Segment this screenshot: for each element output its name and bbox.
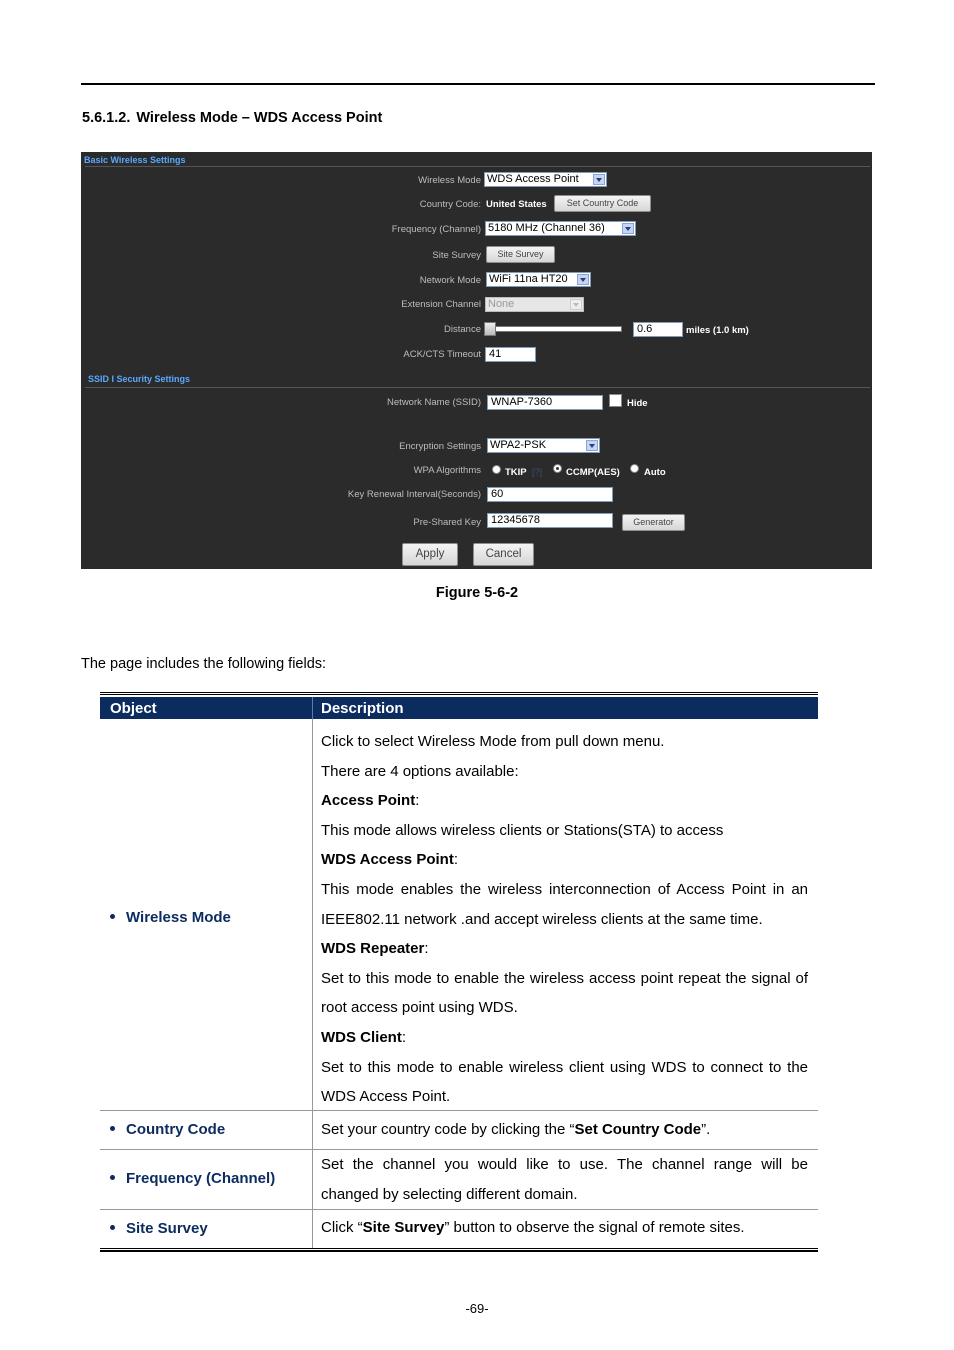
header-divider bbox=[312, 697, 313, 719]
desc-line: Set the channel you would like to use. The channel range will be changed by selecting different domain. bbox=[321, 1156, 808, 1203]
object-label: Frequency (Channel) bbox=[126, 1170, 276, 1187]
header-description: Description bbox=[321, 700, 404, 717]
auto-radio[interactable] bbox=[630, 464, 639, 473]
row-object-wireless-mode bbox=[110, 909, 231, 926]
psk-input[interactable]: 12345678 bbox=[487, 513, 613, 528]
desc-line bbox=[321, 845, 808, 875]
row-description-wireless-mode bbox=[321, 727, 808, 1112]
encryption-select[interactable] bbox=[487, 438, 600, 453]
distance-label: Distance bbox=[444, 324, 481, 335]
network-mode-value: WiFi 11na HT20 bbox=[489, 273, 568, 285]
section-divider bbox=[85, 166, 870, 167]
table-bottom-rule bbox=[100, 1248, 818, 1252]
row-object-site-survey bbox=[110, 1220, 208, 1237]
row-description-country-code bbox=[321, 1115, 808, 1145]
wireless-mode-label: Wireless Mode bbox=[418, 175, 481, 186]
figure-caption: Figure 5-6-2 bbox=[435, 585, 519, 601]
ack-timeout-input[interactable]: 41 bbox=[485, 347, 536, 362]
ssid-label: Network Name (SSID) bbox=[387, 397, 481, 408]
column-divider bbox=[312, 719, 313, 1249]
distance-slider-thumb[interactable] bbox=[484, 322, 496, 336]
row-divider bbox=[100, 1110, 818, 1111]
desc-bold: Site Survey bbox=[362, 1219, 445, 1236]
chevron-down-icon bbox=[622, 223, 634, 234]
ccmp-radio[interactable] bbox=[553, 464, 562, 473]
chevron-down-icon bbox=[593, 174, 605, 185]
distance-unit: miles (1.0 km) bbox=[686, 325, 749, 336]
tkip-radio[interactable] bbox=[492, 465, 501, 474]
header-object: Object bbox=[110, 700, 157, 717]
desc-text: Set your country code by clicking the “ bbox=[321, 1121, 575, 1138]
section-number: 5.6.1.2. bbox=[82, 110, 131, 126]
apply-button[interactable]: Apply bbox=[402, 543, 458, 566]
extension-channel-value: None bbox=[488, 298, 515, 310]
desc-text: Set to this mode to enable wireless client using WDS to connect to the WDS Access Point. bbox=[321, 1058, 808, 1106]
basic-settings-title: Basic Wireless Settings bbox=[84, 155, 186, 165]
desc-bold: Set Country Code bbox=[574, 1121, 702, 1138]
key-renewal-input[interactable]: 60 bbox=[487, 487, 613, 502]
hide-label: Hide bbox=[627, 398, 648, 409]
hide-ssid-checkbox[interactable] bbox=[609, 394, 622, 407]
desc-text: This mode enables the wireless interconnection of Access Point in an IEEE802.11 network .and accept wireless clients at the same time. bbox=[321, 880, 808, 928]
network-mode-select[interactable] bbox=[486, 272, 591, 287]
cancel-button[interactable]: Cancel bbox=[473, 543, 534, 566]
desc-line bbox=[321, 727, 808, 757]
desc-line bbox=[321, 1213, 808, 1243]
table-header bbox=[100, 697, 818, 719]
section-heading bbox=[82, 110, 382, 126]
object-label: Country Code bbox=[126, 1121, 226, 1138]
desc-line bbox=[321, 786, 808, 816]
set-country-code-button[interactable]: Set Country Code bbox=[554, 195, 651, 212]
auto-label: Auto bbox=[644, 467, 666, 478]
desc-text: : bbox=[424, 940, 429, 958]
distance-slider-track[interactable] bbox=[484, 326, 622, 332]
desc-text: Set to this mode to enable the wireless access point repeat the signal of root access point using WDS. bbox=[321, 969, 808, 1017]
generator-button[interactable]: Generator bbox=[622, 514, 685, 531]
desc-text: This mode allows wireless clients or Stations(STA) to access bbox=[321, 821, 724, 839]
wireless-mode-select[interactable] bbox=[484, 172, 607, 187]
distance-input[interactable]: 0.6 bbox=[633, 322, 683, 337]
row-divider bbox=[100, 1209, 818, 1210]
bullet-icon bbox=[110, 1126, 115, 1131]
help-icon[interactable]: [?] bbox=[532, 467, 543, 477]
ssid-input[interactable]: WNAP-7360 bbox=[487, 395, 603, 410]
desc-line bbox=[321, 934, 808, 964]
frequency-value: 5180 MHz (Channel 36) bbox=[488, 222, 605, 234]
desc-line bbox=[321, 757, 808, 787]
ack-timeout-label: ACK/CTS Timeout bbox=[403, 349, 481, 360]
desc-text: : bbox=[415, 792, 420, 810]
chevron-down-icon bbox=[577, 274, 589, 285]
row-object-frequency bbox=[110, 1170, 275, 1187]
object-label: Site Survey bbox=[126, 1220, 208, 1237]
desc-text: : bbox=[401, 1028, 407, 1046]
psk-label: Pre-Shared Key bbox=[413, 517, 481, 528]
table-top-rule bbox=[100, 692, 818, 695]
desc-text: Click to select Wireless Mode from pull down menu. bbox=[321, 733, 665, 750]
country-code-label: Country Code: bbox=[419, 199, 481, 210]
desc-line bbox=[321, 875, 808, 934]
row-object-country-code bbox=[110, 1121, 225, 1138]
desc-line bbox=[321, 1115, 808, 1145]
desc-text: : bbox=[453, 851, 458, 869]
key-renewal-label: Key Renewal Interval(Seconds) bbox=[347, 489, 481, 500]
desc-bold: WDS Access Point bbox=[321, 851, 454, 869]
site-survey-label: Site Survey bbox=[432, 250, 481, 261]
ccmp-label: CCMP(AES) bbox=[566, 467, 620, 478]
chevron-down-icon bbox=[586, 440, 598, 451]
tkip-label: TKIP bbox=[505, 467, 527, 478]
wireless-settings-screenshot bbox=[81, 152, 872, 569]
top-rule bbox=[81, 83, 875, 85]
frequency-label: Frequency (Channel) bbox=[391, 224, 481, 235]
desc-line bbox=[321, 1023, 808, 1053]
desc-line bbox=[321, 1053, 808, 1112]
bullet-icon bbox=[110, 914, 115, 919]
desc-text: ”. bbox=[701, 1121, 711, 1138]
desc-bold: WDS Client bbox=[321, 1028, 402, 1046]
bullet-icon bbox=[110, 1225, 115, 1230]
desc-line bbox=[321, 964, 808, 1023]
extension-channel-label: Extension Channel bbox=[401, 299, 481, 310]
bullet-icon bbox=[110, 1175, 115, 1180]
frequency-select[interactable] bbox=[485, 221, 636, 236]
row-description-site-survey bbox=[321, 1213, 808, 1243]
section-divider bbox=[85, 387, 870, 388]
site-survey-button[interactable]: Site Survey bbox=[486, 246, 555, 263]
extension-channel-select[interactable] bbox=[485, 297, 584, 312]
chevron-down-icon bbox=[570, 299, 582, 310]
desc-line bbox=[321, 816, 808, 846]
country-value: United States bbox=[486, 199, 547, 210]
desc-bold: WDS Repeater bbox=[321, 940, 425, 958]
ssid-security-title: SSID I Security Settings bbox=[88, 374, 191, 384]
desc-bold: Access Point bbox=[321, 792, 416, 810]
row-description-frequency bbox=[321, 1150, 808, 1209]
encryption-value: WPA2-PSK bbox=[490, 439, 547, 451]
object-label: Wireless Mode bbox=[126, 909, 231, 926]
section-title: Wireless Mode – WDS Access Point bbox=[136, 110, 383, 126]
page-number: -69- bbox=[465, 1301, 489, 1316]
intro-text: The page includes the following fields: bbox=[81, 656, 327, 672]
desc-text: ” button to observe the signal of remote sites. bbox=[444, 1219, 745, 1236]
wireless-mode-value: WDS Access Point bbox=[487, 173, 579, 185]
wpa-algorithms-label: WPA Algorithms bbox=[413, 465, 481, 476]
encryption-label: Encryption Settings bbox=[399, 441, 481, 452]
desc-text: There are 4 options available: bbox=[321, 762, 519, 780]
network-mode-label: Network Mode bbox=[419, 275, 481, 286]
desc-text: Click “ bbox=[321, 1219, 363, 1236]
